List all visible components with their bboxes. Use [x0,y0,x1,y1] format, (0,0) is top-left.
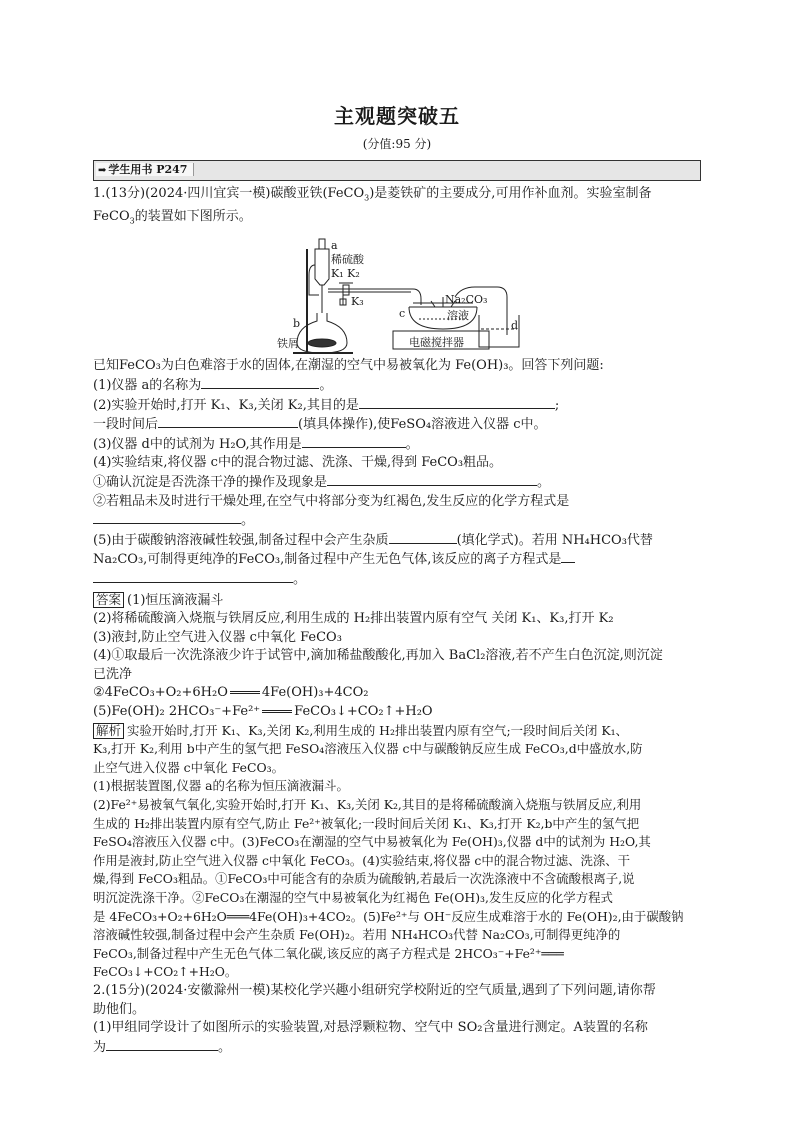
student-book-ref [96,163,194,176]
equals-sign [262,710,292,713]
q1-sub4-2-blank: 。 [93,511,701,531]
analysis-line: FeCO₃,制备过程中产生无色气体二氧化碳,该反应的离子方程式是 2HCO₃⁻+Fe²⁺═══ [93,945,564,961]
analysis-line: 解析 实验开始时,打开 K₁、K₃,关闭 K₂,利用生成的 H₂排出装置内原有空气;一段时间后关闭 K₁、 [93,722,701,741]
blank [561,550,575,563]
analysis-line: FeSO₄溶液压入仪器 c中。(3)FeCO₃在潮湿的空气中易被氧化为 Fe(OH)₃,仪器 d中的试剂为 H₂O,其 [93,834,651,850]
label-dilute-acid: 稀硫酸 [331,253,364,267]
label-stirrer: 电磁搅拌器 [409,336,464,350]
blank [359,396,555,409]
analysis-line: 生成的 H₂排出装置内原有空气,防止 Fe²⁺被氧化;一段时间后关闭 K₁、K₃,打开 K₂,b中产生的氢气把 [93,815,640,831]
analysis-line: (2)Fe²⁺易被氧气氧化,实验开始时,打开 K₁、K₃,关闭 K₂,其目的是将稀硫酸滴入烧瓶与铁屑反应,利用 [93,797,642,813]
equals-sign [230,691,260,694]
q1-sub5a: (5)由于碳酸钠溶液碱性较强,制备过程中会产生杂质 (填化学式)。若用 NH₄HCO₃代替 [93,532,653,548]
analysis-line: 溶液碱性较强,制备过程中会产生杂质 Fe(OH)₂。若用 NH₄HCO₃代替 Na₂CO₃,可制得更纯净的 [93,927,621,943]
q1-stem-line2: FeCO$_3$的装置如下图所示。 [93,209,252,226]
q1-sub3: (3)仪器 d中的试剂为 H₂O,其作用是 。 [93,436,419,452]
analysis-line: 燥,得到 FeCO₃粗品。①FeCO₃中可能含有的杂质为硫酸钠,若最后一次洗涤液中不含硫酸根离子,说 [93,871,635,887]
blank [106,1038,218,1051]
q2-sub1a: (1)甲组同学设计了如图所示的实验装置,对悬浮颗粒物、空气中 SO₂含量进行测定。A装置的名称 [93,1020,648,1036]
q1-sub4-1: ①确认沉淀是否洗涤干净的操作及现象是 。 [93,474,551,490]
blank [93,511,241,524]
q2-sub1b: 为 。 [93,1039,232,1055]
q1-sub4-2: ②若粗品未及时进行干燥处理,在空气中将部分变为红褐色,发生反应的化学方程式是 [93,493,570,509]
blank [302,435,406,448]
label-a: a [331,239,338,253]
label-k3: K₃ [351,295,364,309]
answer-line2: (2)将稀硫酸滴入烧瓶与铁屑反应,利用生成的 H₂排出装置内原有空气 关闭 K₁、K₃,打开 K₂ [93,611,614,627]
label-na2co3: Na₂CO₃ [445,293,488,307]
q1-sub2a: (2)实验开始时,打开 K₁、K₃,关闭 K₂,其目的是 ; [93,397,560,413]
section-bar [93,160,701,181]
blank [93,570,293,583]
analysis-tag: 解析 [93,723,124,739]
q2-stem-line1: 2.(15分)(2024·安徽滁州一模)某校化学兴趣小组研究学校附近的空气质量,遇到了下列问题,请你帮 [93,982,656,998]
label-b: b [293,317,301,331]
q1-sub2b: 一段时间后 (填具体操作),使FeSO₄溶液进入仪器 c中。 [93,417,547,433]
answer-line1: 答案 (1)恒压滴液漏斗 [93,592,701,611]
q2-stem-line2: 助他们。 [93,1001,146,1017]
q1-sub1: (1)仪器 a的名称为 。 [93,377,333,393]
analysis-line: 明沉淀洗涤干净。②FeCO₃在潮湿的空气中易被氧化为红褐色 Fe(OH)₃,发生反应的化学方程式 [93,890,613,905]
q1-known: 已知FeCO₃为白色难溶于水的固体,在潮湿的空气中易被氧化为 Fe(OH)₃。回答下列问题: [93,358,604,374]
answer-line3: (3)液封,防止空气进入仪器 c中氧化 FeCO₃ [93,629,342,645]
analysis-line: FeCO₃↓+CO₂↑+H₂O。 [93,964,238,980]
analysis-line: (1)根据装置图,仪器 a的名称为恒压滴液漏斗。 [93,778,349,794]
answer-line4b: 已洗净 [93,666,133,682]
label-k1-k2: K₁ K₂ [331,267,360,281]
analysis-line: K₃,打开 K₂,利用 b中产生的氢气把 FeSO₄溶液压入仪器 c中与碳酸钠反应生成 FeCO₃,d中盛放水,防 [93,741,643,757]
blank [389,531,457,544]
q1-sub5b: Na₂CO₃,可制得更纯净的FeCO₃,制备过程中产生无色气体,该反应的离子方程式是 [93,550,701,570]
answer-line4c: ②4FeCO₃+O₂+6H₂O 4Fe(OH)₃+4CO₂ [93,685,369,701]
q1-sub5b-blank: 。 [93,570,701,590]
q1-sub4: (4)实验结束,将仪器 c中的混合物过滤、洗涤、干燥,得到 FeCO₃粗品。 [93,455,503,471]
answer-line4a: (4)①取最后一次洗涤液少许于试管中,滴加稀盐酸酸化,再加入 BaCl₂溶液,若不产生白色沉淀,则沉淀 [93,648,663,664]
student-book-label: 学生用书 P247 [108,163,188,176]
answer-tag: 答案 [93,592,124,608]
analysis-block [93,722,701,982]
analysis-line: 作用是液封,防止空气进入仪器 c中氧化 FeCO₃。(4)实验结束,将仪器 c中的混合物过滤、洗涤、干 [93,852,631,868]
arrow-icon: ➡ [98,165,107,176]
analysis-line: 止空气进入仪器 c中氧化 FeCO₃。 [93,759,284,775]
analysis-line: 是 4FeCO₃+O₂+6H₂O═══4Fe(OH)₃+4CO₂。(5)Fe²⁺与 OH⁻反应生成难溶于水的 Fe(OH)₂,由于碳酸钠 [93,908,684,924]
label-iron-filings: 铁屑 [277,337,299,351]
content-area [93,98,701,1057]
score-note: (分值:95 分) [362,137,432,151]
answer-line5: (5)Fe(OH)₂ 2HCO₃⁻+Fe²⁺ FeCO₃↓+CO₂↑+H₂O [93,704,433,720]
apparatus-figure [93,235,701,355]
blank [201,376,319,389]
apparatus-drawing [93,235,701,355]
blank [327,473,537,486]
blank [158,415,298,428]
label-solution: 溶液 [447,309,469,323]
label-d: d [511,319,519,333]
q1-stem-line1: 1.(13分)(2024·四川宜宾一模)碳酸亚铁(FeCO$_3$)是菱铁矿的主要成分,可用作补血剂。实验室制备 [93,186,652,203]
page-title: 主观题突破五 [334,104,460,128]
label-c: c [399,307,406,321]
